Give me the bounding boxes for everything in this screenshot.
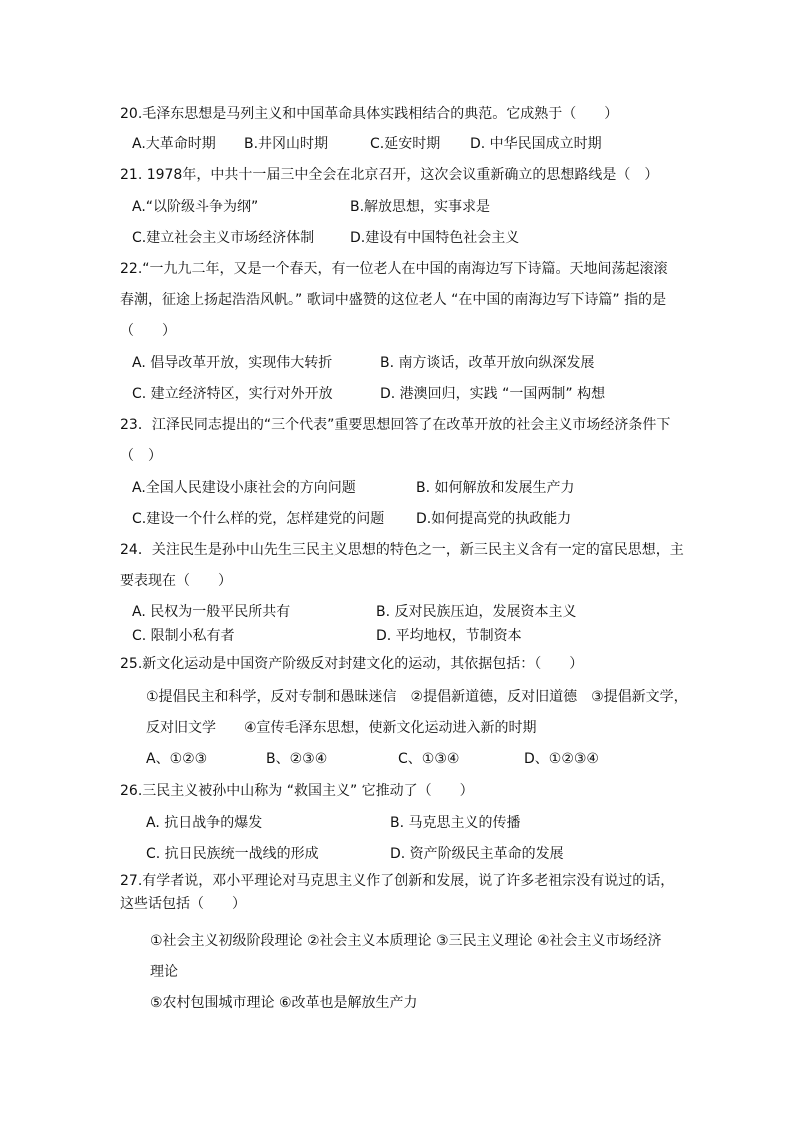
question-22-option-d: D. 港澳回归，实践 “一国两制” 构想 [380, 386, 606, 402]
question-25-items-line-2: 反对旧文学 ④宣传毛泽东思想，使新文化运动进入新的时期 [146, 720, 537, 736]
question-26-option-b: B. 马克思主义的传播 [390, 815, 521, 831]
question-24-option-d: D. 平均地权，节制资本 [376, 628, 522, 644]
question-23-option-a: A.全国人民建设小康社会的方向问题 [132, 480, 356, 496]
question-24-option-b: B. 反对民族压迫，发展资本主义 [376, 604, 577, 620]
question-26-option-d: D. 资产阶级民主革命的发展 [390, 846, 564, 862]
question-23-option-b: B. 如何解放和发展生产力 [416, 480, 575, 496]
question-27-items-line-1: ①社会主义初级阶段理论 ②社会主义本质理论 ③三民主义理论 ④社会主义市场经济 [150, 933, 662, 949]
question-20-option-b: B.井冈山时期 [244, 136, 329, 152]
question-21-option-c: C.建立社会主义市场经济体制 [132, 230, 315, 246]
question-20-stem: 20.毛泽东思想是马列主义和中国革命具体实践相结合的典范。它成熟于（ ） [120, 106, 619, 122]
question-21-option-d: D.建设有中国特色社会主义 [350, 230, 520, 246]
question-25-items-line-1: ①提倡民主和科学，反对专制和愚昧迷信 ②提倡新道德，反对旧道德 ③提倡新文学， [146, 689, 688, 705]
question-22-stem-line-3: （ ） [120, 323, 176, 339]
question-26-stem: 26.三民主义被孙中山称为 “救国主义” 它推动了（ ） [120, 783, 474, 799]
question-22-option-a: A. 倡导改革开放，实现伟大转折 [132, 355, 333, 371]
question-25-option-b: B、②③④ [266, 751, 328, 767]
question-24-option-c: C. 限制小私有者 [132, 628, 235, 644]
question-23-stem-line-2: （ ） [120, 448, 162, 464]
question-27-stem-line-2: 这些话包括（ ） [120, 896, 246, 912]
question-22-option-c: C. 建立经济特区，实行对外开放 [132, 386, 333, 402]
question-25-option-c: C、①③④ [398, 751, 460, 767]
question-22-option-b: B. 南方谈话，改革开放向纵深发展 [380, 355, 595, 371]
question-20-option-c: C.延安时期 [370, 136, 441, 152]
question-27-items-line-3: ⑤农村包围城市理论 ⑥改革也是解放生产力 [150, 995, 418, 1011]
question-21-option-a: A.“以阶级斗争为纲” [132, 199, 259, 215]
question-24-stem-line-1: 24．关注民生是孙中山先生三民主义思想的特色之一，新三民主义含有一定的富民思想，主 [120, 542, 684, 558]
question-24-stem-line-2: 要表现在（ ） [120, 573, 232, 589]
question-27-items-line-2: 理论 [150, 964, 178, 980]
question-27-stem-line-1: 27.有学者说，邓小平理论对马克思主义作了创新和发展，说了许多老祖宗没有说过的话， [120, 873, 675, 889]
question-20-option-d: D. 中华民国成立时期 [470, 136, 602, 152]
question-25-stem: 25.新文化运动是中国资产阶级反对封建文化的运动，其依据包括：（ ） [120, 656, 584, 672]
question-23-option-d: D.如何提高党的执政能力 [416, 511, 572, 527]
question-26-option-a: A. 抗日战争的爆发 [146, 815, 263, 831]
question-25-option-d: D、①②③④ [524, 751, 599, 767]
question-22-stem-line-2: 春潮，征途上扬起浩浩风帆。” 歌词中盛赞的这位老人 “在中国的南海边写下诗篇” 指的是 [120, 292, 667, 308]
question-22-stem-line-1: 22.“一九九二年，又是一个春天，有一位老人在中国的南海边写下诗篇。天地间荡起滚滚 [120, 261, 668, 277]
question-23-option-c: C.建设一个什么样的党，怎样建党的问题 [132, 511, 385, 527]
question-24-option-a: A. 民权为一般平民所共有 [132, 604, 291, 620]
question-20-option-a: A.大革命时期 [132, 136, 216, 152]
question-21-stem: 21. 1978年，中共十一届三中全会在北京召开，这次会议重新确立的思想路线是（ ） [120, 167, 659, 183]
question-21-option-b: B.解放思想，实事求是 [350, 199, 491, 215]
question-25-option-a: A、①②③ [146, 751, 208, 767]
question-23-stem-line-1: 23．江泽民同志提出的“三个代表”重要思想回答了在改革开放的社会主义市场经济条件下 [120, 417, 671, 433]
question-26-option-c: C. 抗日民族统一战线的形成 [146, 846, 319, 862]
